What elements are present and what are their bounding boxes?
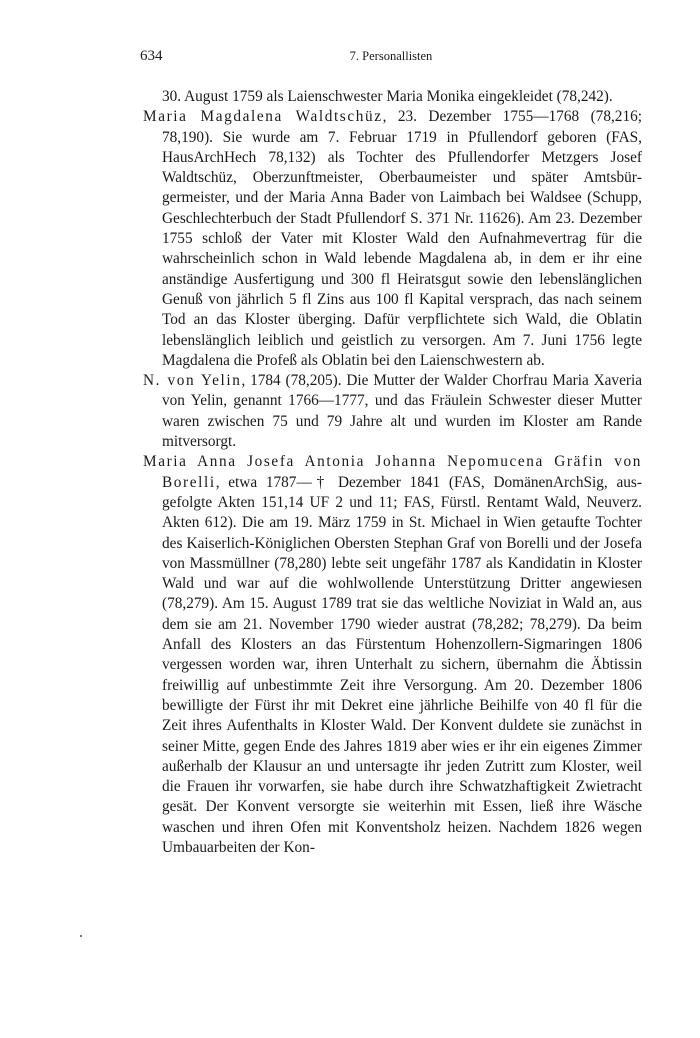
entry-text: , etwa 1787—† Dezember 1841 (FAS, DomänenArchSig, ausgefolgte Akten 151,14 UF 2 und 11; FAS, Fürstl. Rentamt Wald, Neuverz. Akten 612). Die am 19. März 1759 in St. Michael in Wien getaufte Tochter des Kaiserlich-Königlichen Obersten Stephan Graf von Borelli und der Josefa von Massmüllner (78,280) lebte seit ungefähr 1787 als Kandidatin in Kloster Wald und war auf die wohlwollende Unterstützung Dritter angewiesen (78,279). Am 15. August 1789 trat sie das weltliche Noviziat in Wald an, aus dem sie am 21. November 1790 wieder austrat (78,282; 78,279). Da beim Anfall des Klosters an das Fürstentum Hohenzollern-Sigmaringen 1806 vergessen worden war, ihren Unterhalt zu sichern, übernahm die Äbtissin freiwillig auf unbestimmte Zeit ihre Versorgung. Am 20. Dezember 1806 bewilligte der Fürst ihr mit Dekret eine jährliche Beihilfe von 40 fl für die Zeit ihres Aufenthalts in Kloster Wald. Der Konvent duldete sie zunächst in seiner Mitte, gegen Ende des Jahres 1819 aber wies er ihr ein eigenes Zimmer außerhalb der Klausur an und untersagte ihr jeden Zutritt zum Kloster, weil die Frauen ihr vorwarfen, sie habe durch ihre Schwatzhaftigkeit Zwietracht gesät. Der Konvent versorgte sie weiterhin mit Essen, ließ ihre Wäsche waschen und ihren Ofen mit Konventsholz heizen. Nachdem 1826 wegen Umbauarbeiten der Kon- <box>162 473 642 856</box>
entry-continuation <box>143 87 642 107</box>
entry-text: , 1784 (78,205). Die Mutter der Walder Chorfrau Maria Xaveria von Yelin, genannt 1766—1777, und das Fräulein Schwester dieser Mutter waren zwischen 75 und 79 Jahre alt und wurden im Kloster am Rande mitversorgt. <box>162 372 642 451</box>
page-body <box>143 87 642 858</box>
entry-name: N. von Yelin <box>143 372 242 390</box>
entry-name: Maria Magdalena Waldtschüz <box>143 108 383 126</box>
running-title: 7. Personallisten <box>349 49 433 63</box>
scan-speck <box>80 935 82 937</box>
entry-name: Maria Anna Josefa Antonia Johanna Nepomucena Gräfin von Borelli <box>143 453 642 491</box>
entry-yelin <box>143 371 642 452</box>
page-number: 634 <box>140 48 163 64</box>
entry-borelli <box>143 452 642 858</box>
entry-text: 30. August 1759 als Laienschwester Maria Monika eingekleidet (78,242). <box>162 88 613 105</box>
page-header <box>140 48 642 68</box>
entry-waldtschuez <box>143 107 642 371</box>
entry-text: , 23. Dezember 1755—1768 (78,216; 78,190). Sie wurde am 7. Februar 1719 in Pfullendorf geboren (FAS, HausArchHech 78,132) als Tochter des Pfullendorfer Metzgers Josef Waldtschüz, Oberzunftmeister, Oberbaumeister und später Amtsbürgermeister, und der Maria Anna Bader von Laimbach bei Waldsee (Schupp, Geschlechterbuch der Stadt Pfullendorf S. 371 Nr. 11626). Am 23. Dezember 1755 schloß der Vater mit Kloster Wald den Aufnahmevertrag für die wahrscheinlich schon in Wald lebende Magdalena ab, in dem er ihr eine anständige Ausfertigung und 300 fl Heiratsgut sowie den lebenslänglichen Genuß von jährlich 5 fl Zins aus 100 fl Kapital versprach, das nach seinem Tod an das Kloster überging. Dafür verpflichtete sich Wald, die Oblatin lebenslänglich leiblich und geistlich zu versorgen. Am 7. Juni 1756 legte Magdalena die Profeß als Oblatin bei den Laienschwestern ab. <box>162 108 642 369</box>
